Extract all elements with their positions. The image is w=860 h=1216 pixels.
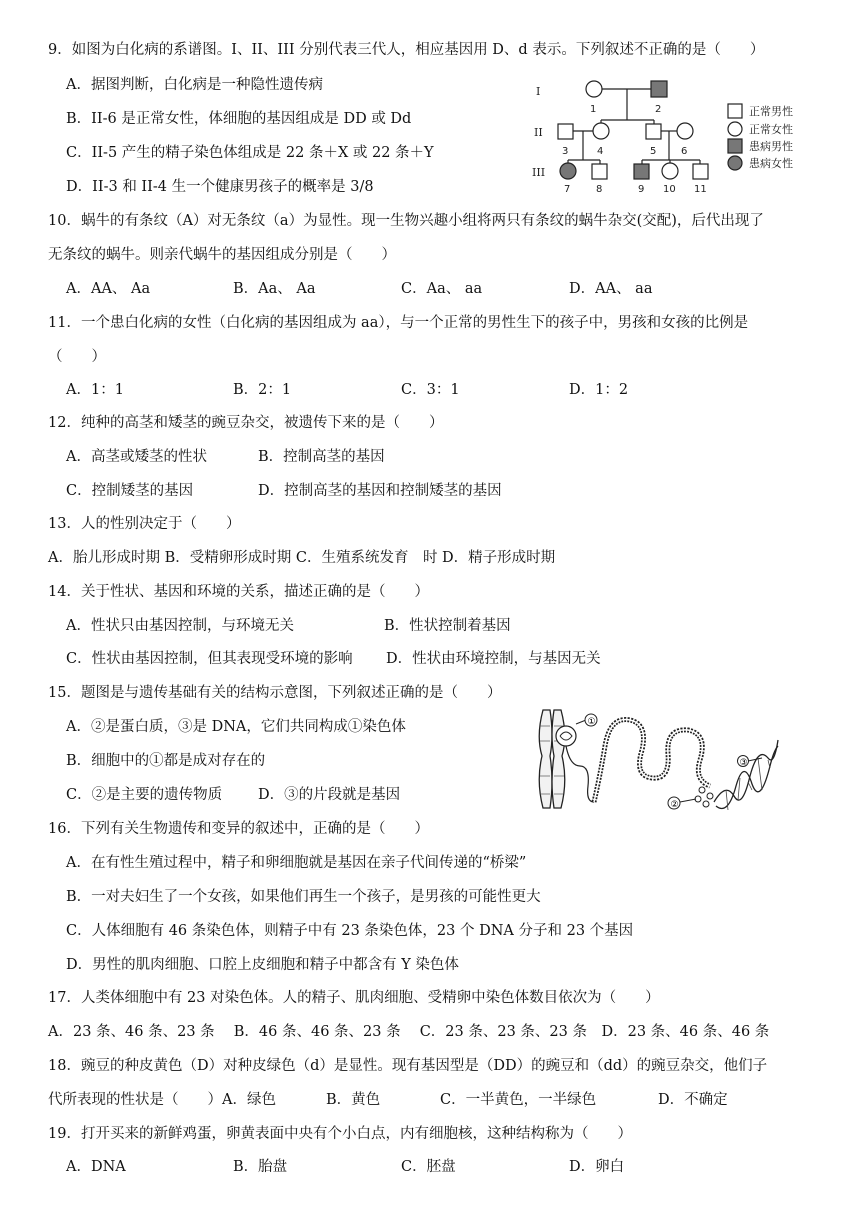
q18-stem-line1: 18．豌豆的种皮黄色（D）对种皮绿色（d）是显性。现有基因型是（DD）的豌豆和（dd）的豌豆杂交，他们子 [48,1058,768,1074]
gen-label: I [536,85,541,98]
q14-stem: 14．关于性状、基因和环境的关系，描述正确的是（ ） [48,584,429,600]
q19-option-c: C．胚盘 [401,1159,456,1175]
individual-number: 5 [650,146,657,157]
q12-option-a: A．高茎或矮茎的性状 [66,449,207,465]
gen-label: II [534,126,543,139]
q19-option-b: B．胎盘 [233,1159,288,1175]
legend-normal-male: 正常男性 [749,105,793,118]
q18-option-d: D．不确定 [658,1092,728,1108]
legend-affected-female: 患病女性 [749,157,793,170]
q15-option-d: D．③的片段就是基因 [258,787,401,803]
individual-number: 8 [596,184,603,195]
label-3: ③ [739,758,748,768]
q15-option-a: A．②是蛋白质，③是 DNA，它们共同构成①染色体 [66,719,406,735]
q18-option-c: C．一半黄色，一半绿色 [440,1092,597,1108]
q9-option-b: B．II-6 是正常女性，体细胞的基因组成是 DD 或 Dd [66,111,412,127]
q9-stem: 9．如图为白化病的系谱图。I、II、III 分别代表三代人，相应基因用 D、d 表示。下列叙述不正确的是（ ） [48,42,765,58]
pedigree-chart [530,68,820,198]
q14-option-a: A．性状只由基因控制，与环境无关 [66,618,294,634]
q10-option-a: A．AA、 Aa [66,281,151,297]
individual-number: 9 [638,184,645,195]
q14-option-b: B．性状控制着基因 [384,618,511,634]
q9-option-d: D．II-3 和 II-4 生一个健康男孩子的概率是 3/8 [66,179,374,195]
q15-option-c: C．②是主要的遗传物质 [66,787,223,803]
q13-stem: 13．人的性别决定于（ ） [48,516,241,532]
q19-option-a: A．DNA [66,1159,126,1175]
q16-stem: 16．下列有关生物遗传和变异的叙述中，正确的是（ ） [48,821,429,837]
individual-number: 1 [590,104,597,115]
q10-stem-line2: 无条纹的蜗牛。则亲代蜗牛的基因组成分别是（ ） [48,247,396,263]
individual-number: 7 [564,184,571,195]
q11-stem-line2: （ ） [48,349,106,365]
q12-option-b: B．控制高茎的基因 [258,449,385,465]
individual-number: 10 [663,184,676,195]
q10-option-b: B．Aa、 Aa [233,281,316,297]
q16-option-d: D．男性的肌肉细胞、口腔上皮细胞和精子中都含有 Y 染色体 [66,957,459,973]
q16-option-a: A．在有性生殖过程中，精子和卵细胞就是基因在亲子代间传递的“桥梁” [66,855,527,871]
q15-stem: 15．题图是与遗传基础有关的结构示意图，下列叙述正确的是（ ） [48,685,502,701]
legend-normal-female: 正常女性 [749,123,793,136]
q10-option-d: D．AA、 aa [569,281,653,297]
q9-option-a: A．据图判断，白化病是一种隐性遗传病 [66,77,323,93]
q14-option-c: C．性状由基因控制，但其表现受环境的影响 [66,651,353,667]
q10-stem-line1: 10．蜗牛的有条纹（A）对无条纹（a）为显性。现一生物兴趣小组将两只有条纹的蜗牛杂交(交配)，后代出现了 [48,213,764,229]
q12-option-c: C．控制矮茎的基因 [66,483,194,499]
q11-option-d: D．1：2 [569,382,629,398]
individual-number: 3 [562,146,569,157]
q11-option-a: A．1：1 [66,382,124,398]
q12-stem: 12．纯种的高茎和矮茎的豌豆杂交，被遗传下来的是（ ） [48,415,444,431]
individual-number: 6 [681,146,688,157]
q16-option-b: B．一对夫妇生了一个女孩，如果他们再生一个孩子，是男孩的可能性更大 [66,889,541,905]
q9-option-c: C．II-5 产生的精子染色体组成是 22 条＋X 或 22 条＋Y [66,145,434,161]
q16-option-c: C．人体细胞有 46 条染色体，则精子中有 23 条染色体，23 个 DNA 分子和 23 个基因 [66,923,634,939]
q10-option-c: C．Aa、 aa [401,281,483,297]
q17-options: A．23 条、46 条、23 条 B．46 条、46 条、23 条 C．23 条、23 条、23 条 D．23 条、46 条、46 条 [48,1024,770,1040]
individual-number: 2 [655,104,662,115]
individual-number: 4 [597,146,604,157]
individual-number: 11 [694,184,707,195]
label-1: ① [587,717,596,727]
q12-option-d: D．控制高茎的基因和控制矮茎的基因 [258,483,502,499]
legend-affected-male: 患病男性 [749,140,793,153]
q17-stem: 17．人类体细胞中有 23 对染色体。人的精子、肌肉细胞、受精卵中染色体数目依次为（ ） [48,990,660,1006]
q14-option-d: D．性状由环境控制，与基因无关 [386,651,601,667]
q11-stem-line1: 11．一个患白化病的女性（白化病的基因组成为 aa），与一个正常的男性生下的孩子中，男孩和女孩的比例是 [48,315,749,331]
q19-stem: 19．打开买来的新鲜鸡蛋，卵黄表面中央有个小白点，内有细胞核，这种结构称为（ ） [48,1126,632,1142]
q11-option-b: B．2：1 [233,382,292,398]
q18-stem-line2: 代所表现的性状是（ ）A．绿色 [48,1092,276,1108]
q19-option-d: D．卵白 [569,1159,625,1175]
label-2: ② [670,800,679,810]
q18-option-b: B．黄色 [326,1092,381,1108]
chromosome-dna-figure [530,706,780,818]
gen-label: III [532,166,546,179]
q11-option-c: C．3：1 [401,382,460,398]
q15-option-b: B．细胞中的①都是成对存在的 [66,753,266,769]
q13-options: A．胎儿形成时期 B．受精卵形成时期 C．生殖系统发育 时 D．精子形成时期 [48,550,556,566]
